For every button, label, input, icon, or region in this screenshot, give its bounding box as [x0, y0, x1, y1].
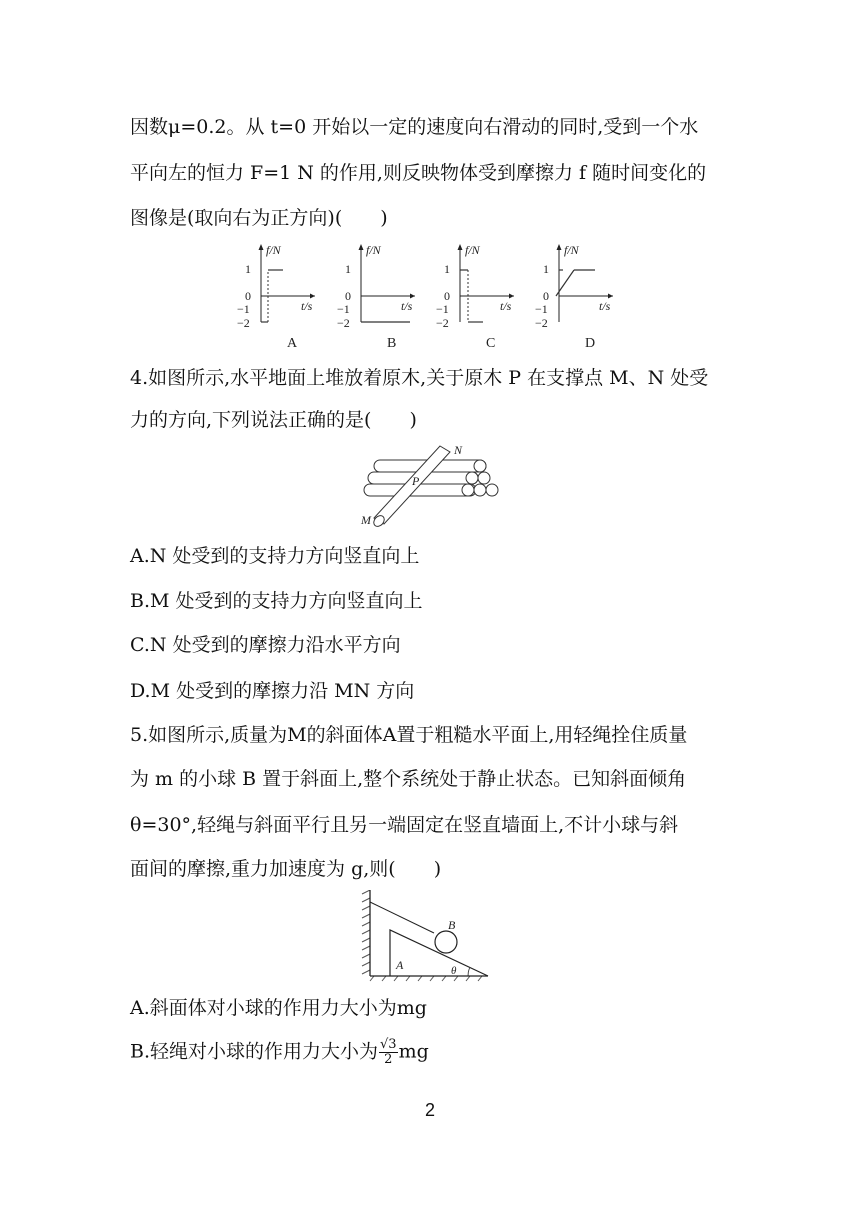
logs-label-m: M	[361, 513, 371, 527]
q3-line-1: 因数μ=0.2。从 t=0 开始以一定的速度向右滑动的同时,受到一个水	[130, 116, 699, 138]
incline-label-b: B	[448, 918, 456, 932]
graph-d-ylabel: f/N	[564, 243, 579, 257]
incline-figure	[360, 890, 495, 985]
q4-option-c: C.N 处受到的摩擦力沿水平方向	[130, 634, 401, 656]
graph-a-tick-m1: −1	[237, 302, 250, 316]
logs-label-n: N	[454, 443, 463, 457]
q3-line-2: 平向左的恒力 F=1 N 的作用,则反映物体受到摩擦力 f 随时间变化的	[130, 162, 707, 184]
graph-a	[225, 240, 320, 350]
q5-line-3: θ=30°,轻绳与斜面平行且另一端固定在竖直墙面上,不计小球与斜	[130, 814, 679, 836]
graph-c-label: C	[486, 336, 496, 350]
q3-line-3: 图像是(取向右为正方向)( )	[130, 207, 388, 229]
logs-figure	[358, 438, 508, 530]
graph-c-tick-m1: −1	[436, 302, 449, 316]
graph-c-tick-1: 1	[444, 262, 450, 276]
q5-option-b-suffix: mg	[398, 1040, 429, 1063]
graph-b-tick-1: 1	[345, 262, 351, 276]
graph-d-xlabel: t/s	[599, 299, 611, 313]
graph-a-ylabel: f/N	[266, 243, 281, 257]
logs-label-p: P	[412, 474, 420, 488]
graph-a-xlabel: t/s	[301, 299, 313, 313]
graph-d-tick-m1: −1	[535, 302, 548, 316]
graph-c-ylabel: f/N	[465, 243, 480, 257]
graph-c-tick-m2: −2	[436, 316, 449, 330]
q5-line-1: 5.如图所示,质量为M的斜面体A置于粗糙水平面上,用轻绳拴住质量	[130, 724, 688, 746]
q5-option-b-prefix: B.轻绳对小球的作用力大小为	[130, 1040, 379, 1063]
graph-d-label: D	[585, 336, 596, 350]
q5-option-a: A.斜面体对小球的作用力大小为mg	[130, 997, 427, 1019]
q4-option-a: A.N 处受到的支持力方向竖直向上	[130, 545, 420, 567]
graph-a-tick-m2: −2	[237, 316, 250, 330]
graph-b-ylabel: f/N	[366, 243, 381, 257]
q5-option-b	[130, 1038, 429, 1067]
incline-label-a: A	[396, 958, 404, 972]
graph-b-tick-0: 0	[345, 289, 351, 303]
graph-a-tick-0: 0	[245, 289, 251, 303]
graph-b-tick-m2: −2	[337, 316, 350, 330]
page-number: 2	[424, 1100, 435, 1120]
q5-line-4: 面间的摩擦,重力加速度为 g,则( )	[130, 858, 442, 880]
q4-option-b: B.M 处受到的支持力方向竖直向上	[130, 590, 423, 612]
graph-a-label: A	[287, 336, 298, 350]
graph-d-tick-m2: −2	[535, 316, 548, 330]
graph-a-tick-1: 1	[245, 262, 251, 276]
incline-label-theta: θ	[451, 965, 457, 977]
graph-b-tick-m1: −1	[337, 302, 350, 316]
graph-d-tick-1: 1	[543, 262, 549, 276]
fraction-numerator: √3	[380, 1037, 397, 1052]
graph-b-xlabel: t/s	[401, 299, 413, 313]
graph-b	[325, 240, 420, 350]
fraction-denominator: 2	[384, 1052, 393, 1067]
graph-d	[523, 240, 618, 350]
graph-c-tick-0: 0	[444, 289, 450, 303]
graph-b-label: B	[387, 336, 397, 350]
q4-line-2: 力的方向,下列说法正确的是( )	[130, 409, 417, 431]
graph-c	[424, 240, 519, 350]
q4-option-d: D.M 处受到的摩擦力沿 MN 方向	[130, 680, 415, 702]
q5-line-2: 为 m 的小球 B 置于斜面上,整个系统处于静止状态。已知斜面倾角	[130, 768, 687, 790]
graph-c-xlabel: t/s	[500, 299, 512, 313]
graph-d-tick-0: 0	[543, 289, 549, 303]
sqrt3-over-2-fraction	[379, 1038, 398, 1067]
q4-line-1: 4.如图所示,水平地面上堆放着原木,关于原木 P 在支撑点 M、N 处受	[130, 367, 709, 389]
